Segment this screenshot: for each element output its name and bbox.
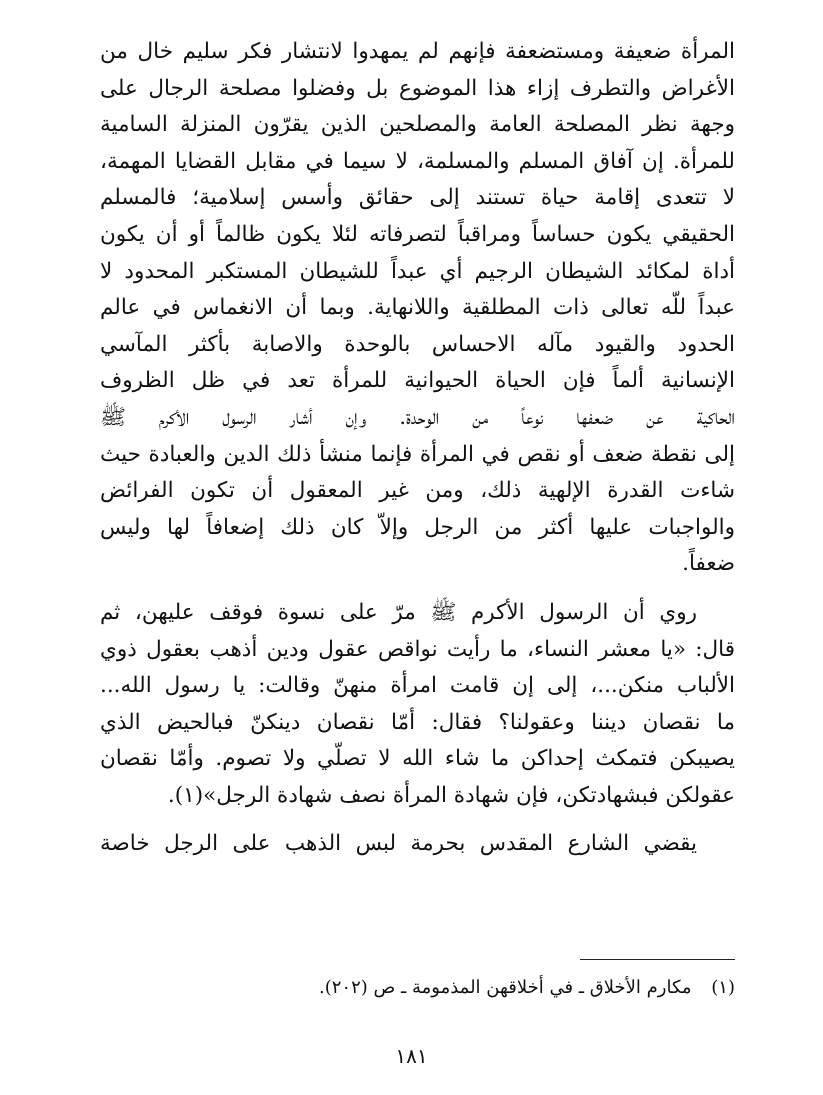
text-line: شاءت القدرة الإلهية ذلك، ومن غير المعقول أن تكون الفرائض <box>100 478 735 504</box>
text-line: يقضي الشارع المقدس بحرمة لبس الذهب على الرجل خاصة <box>100 831 697 857</box>
text-line: والواجبات عليها أكثر من الرجل وإلاّ كان ذلك إضعافاً لها وليس <box>100 514 735 540</box>
paragraph-2 <box>100 595 735 815</box>
text-line: إلى نقطة ضعف أو نقص في المرأة فإنما منشأ ذلك الدين والعبادة حيث <box>100 441 735 467</box>
text-line: لا تتعدى إقامة حياة تستند إلى حقائق وأسس إسلامية؛ فالمسلم <box>100 185 735 211</box>
text-line: أداة لمكائد الشيطان الرجيم أي عبداً للشيطان المستكبر المحدود لا <box>100 258 735 284</box>
text-line: الحدود والقيود مآله الاحساس بالوحدة والاصابة بأكثر المآسي <box>100 331 735 357</box>
text-line: عقولكن فبشهادتكن، فإن شهادة المرأة نصف شهادة الرجل»(١). <box>167 782 735 808</box>
text-line: عبداً للّه تعالى ذات المطلقية واللانهاية. وبما أن الانغماس في عالم <box>100 295 735 321</box>
text-line: وجهة نظر المصلحة العامة والمصلحين الذين يقرّون المنزلة السامية <box>100 112 735 138</box>
page-number: ١٨١ <box>395 1044 428 1068</box>
paragraph-3 <box>100 826 735 863</box>
text-line: ضعفاً. <box>682 551 735 577</box>
text-line: للمرأة. إن آفاق المسلم والمسلمة، لا سيما في مقابل القضايا المهمة، <box>100 148 735 174</box>
text-line: قال: «يا معشر النساء، ما رأيت نواقص عقول ودين أذهب بعقول ذوي <box>100 636 735 662</box>
footnote <box>95 975 735 1001</box>
text-line: الحاكية عن ضعفها نوعاً من الوحدة. وإن أشار الرسول الأكرم ﷺ <box>100 404 735 430</box>
paragraph-gap <box>100 583 735 595</box>
footnote-text: مكارم الأخلاق ـ في أخلاقهن المذمومة ـ ص (٢٠٢). <box>319 977 692 998</box>
text-line: الأغراض والتطرف إزاء هذا الموضوع بل وفضلوا مصلحة الرجال على <box>100 75 735 101</box>
text-line: يصيبكن فتمكث إحداكن ما شاء الله لا تصلّي ولا تصوم. وأمّا نقصان <box>100 746 735 772</box>
text-line: ما نقصان ديننا وعقولنا؟ فقال: أمّا نقصان دينكنّ فبالحيض الذي <box>100 709 735 735</box>
footnote-number: (١) <box>711 977 735 998</box>
paragraph-1 <box>100 34 735 583</box>
text-line: الألباب منكن...، إلى إن قامت امرأة منهنّ وقالت: يا رسول الله... <box>100 673 735 699</box>
text-line: روي أن الرسول الأكرم ﷺ مرّ على نسوة فوقف عليهن، ثم <box>100 599 697 625</box>
page-body <box>100 34 735 863</box>
text-line: المرأة ضعيفة ومستضعفة فإنهم لم يمهدوا لانتشار فكر سليم خال من <box>100 39 735 64</box>
footnote-divider <box>580 959 735 960</box>
paragraph-gap <box>100 814 735 826</box>
text-line: الإنسانية ألماً فإن الحياة الحيوانية للمرأة تعد في ظل الظروف <box>100 368 735 394</box>
text-line: الحقيقي يكون حساساً ومراقباً لتصرفاته لئلا يكون ظالماً أو أن يكون <box>100 221 735 247</box>
